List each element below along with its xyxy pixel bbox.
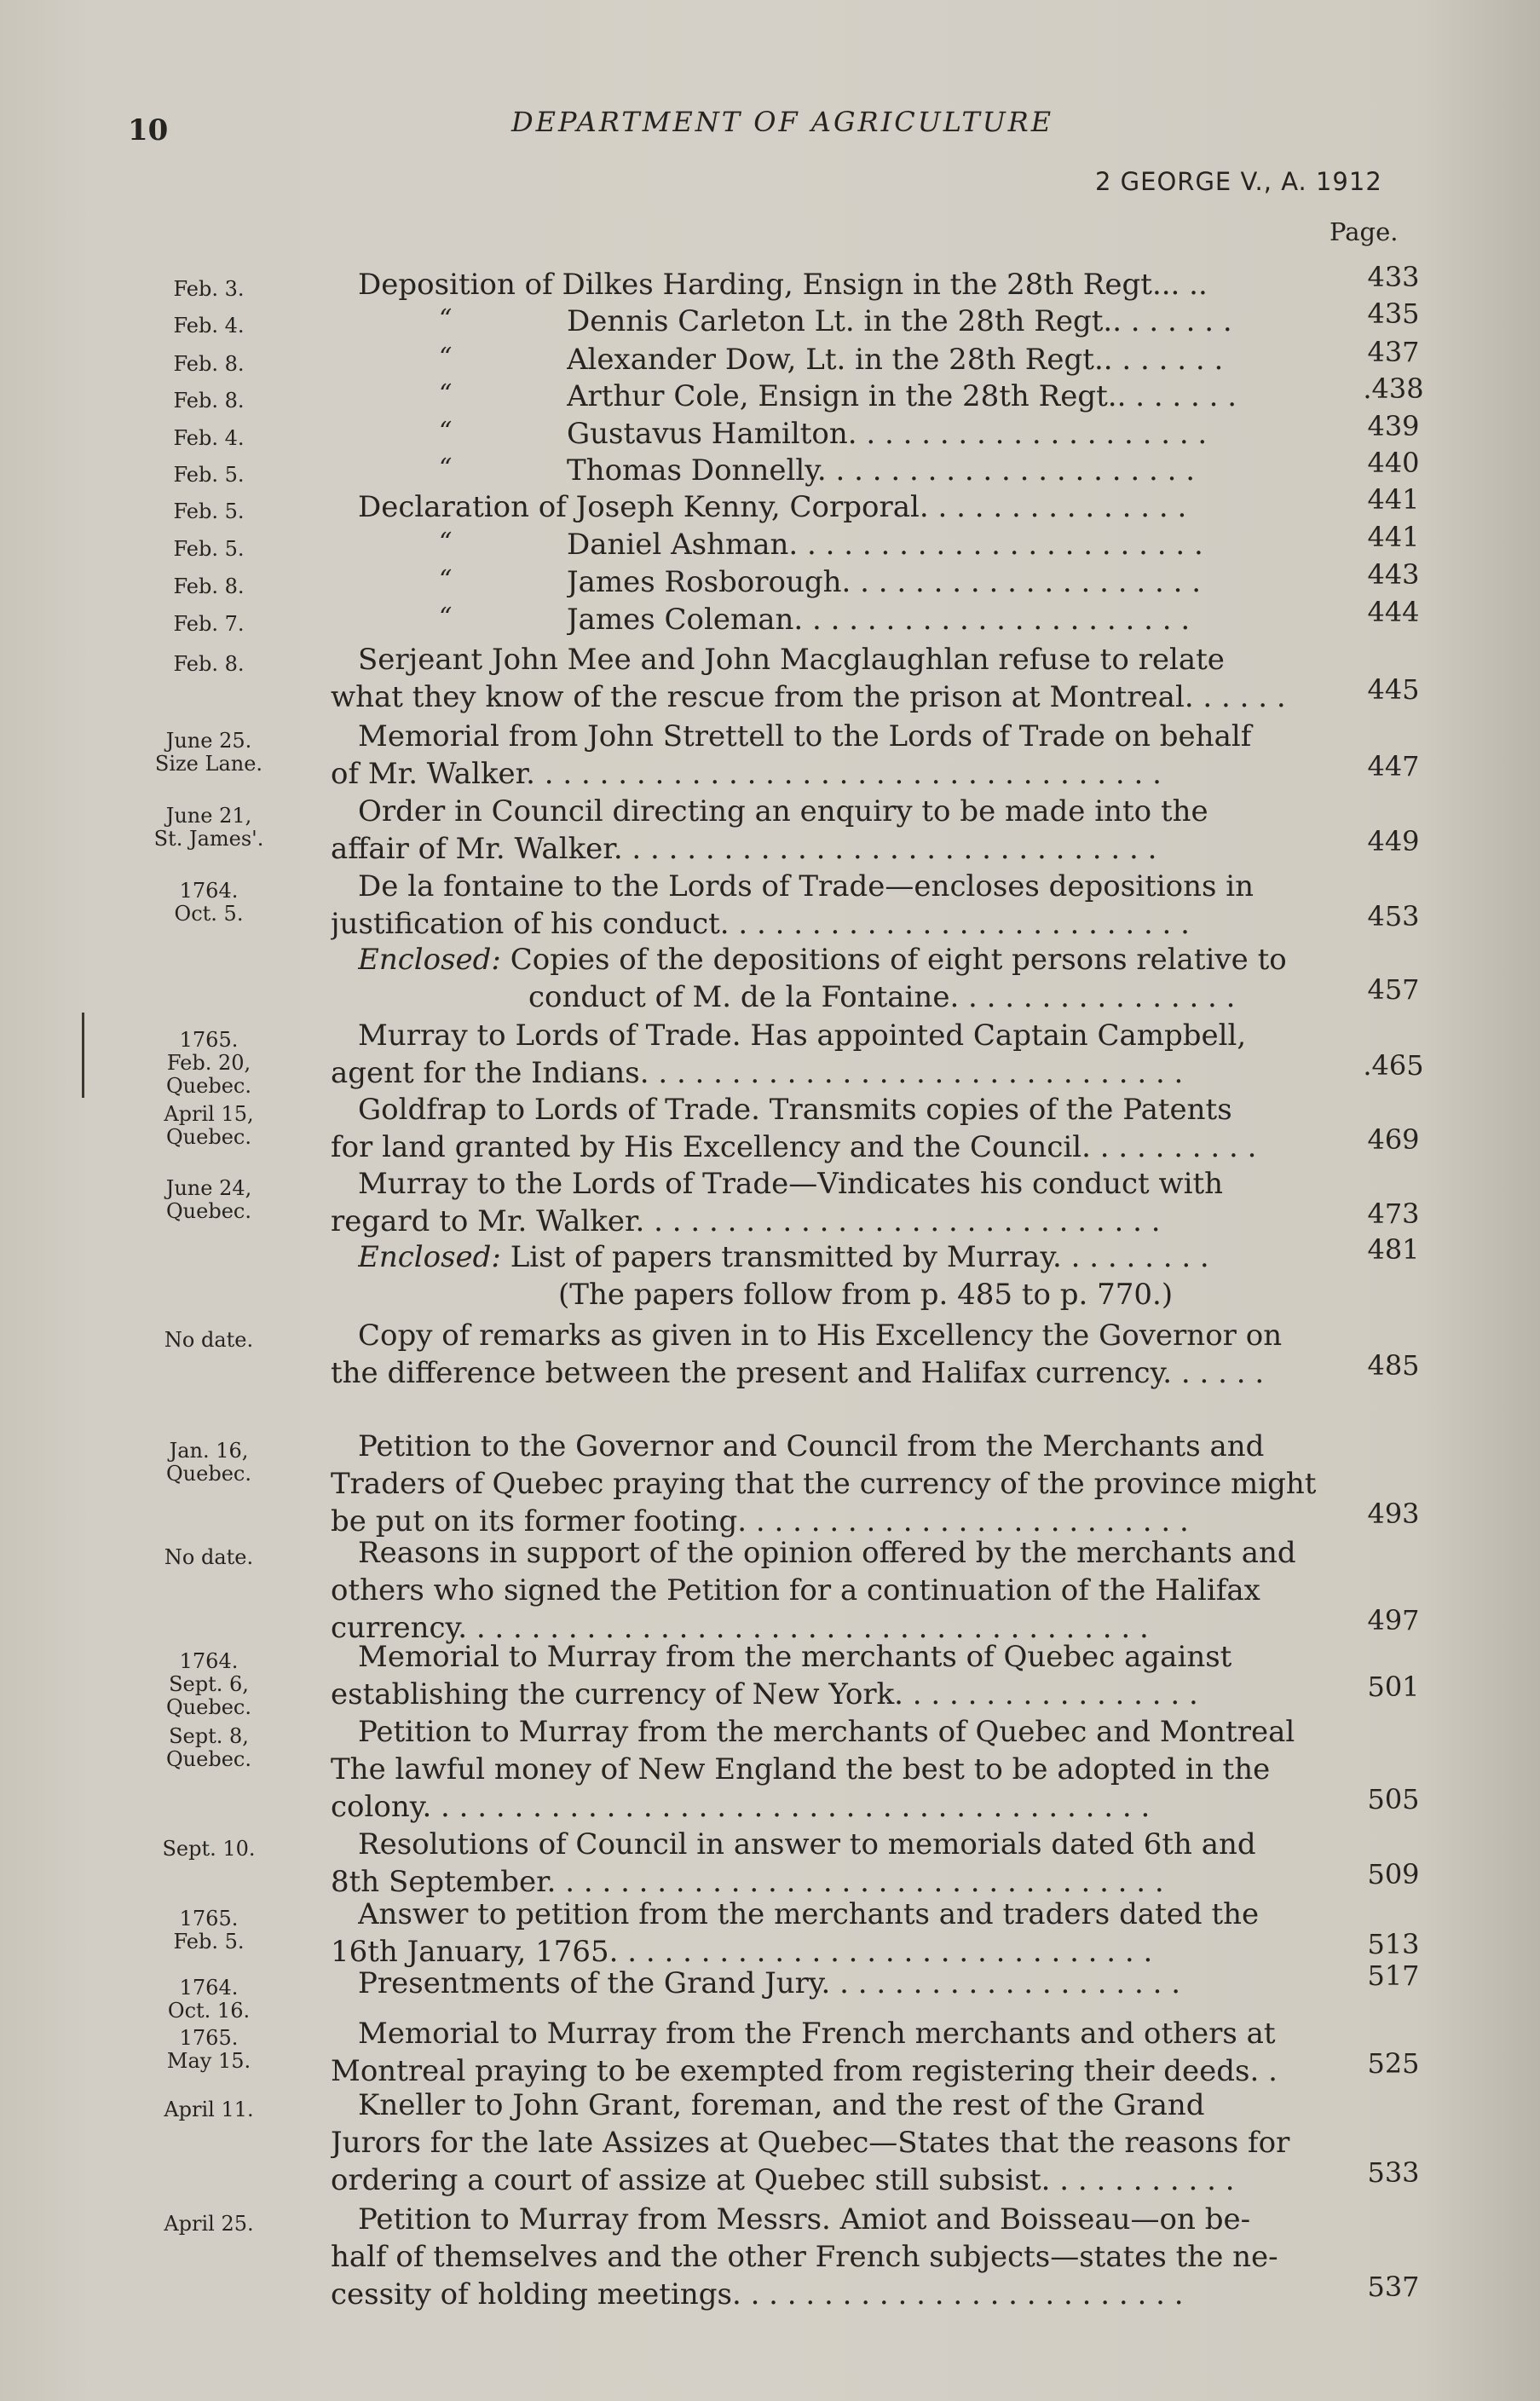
entry-page-number: 473 — [1367, 1198, 1420, 1230]
entry-date: June 21, St. James'. — [153, 804, 264, 851]
entry-text: of Mr. Walker. . . . . . . . . . . . . . . . . . . . . . . . . . . . . . . . . . . — [331, 757, 1162, 791]
entry-line — [358, 718, 1347, 755]
entry-date: Feb. 8. — [173, 652, 245, 676]
entry-date: Feb. 7. — [173, 612, 245, 636]
entry-page-number: 443 — [1367, 558, 1420, 591]
ditto-mark: “ — [439, 565, 453, 595]
entry-text: the difference between the present and Halifax currency. . . . . . — [331, 1356, 1265, 1390]
entry-line — [358, 1165, 1347, 1203]
entry-line — [331, 2238, 1319, 2276]
entry-text: Daniel Ashman. . . . . . . . . . . . . . . . . . . . . . . — [567, 528, 1203, 562]
entry-text: Thomas Donnelly. . . . . . . . . . . . . . . . . . . . . — [567, 453, 1196, 488]
entry-text: Serjeant John Mee and John Macglaughlan refuse to relate — [358, 643, 1225, 677]
entry-line — [358, 2201, 1347, 2238]
entry-text: ordering a court of assize at Quebec still subsist. . . . . . . . . . . — [331, 2163, 1235, 2197]
entry-line — [358, 1826, 1347, 1863]
entry-page-number: 437 — [1367, 336, 1420, 368]
entry-date: June 24, Quebec. — [165, 1176, 252, 1223]
entry-date: Jan. 16, Quebec. — [166, 1439, 251, 1486]
entry-page-number: 457 — [1367, 973, 1420, 1006]
entry-text: Kneller to John Grant, foreman, and the rest of the Grand — [358, 2088, 1205, 2122]
entry-page-number: 441 — [1367, 483, 1420, 516]
enclosed-label: Enclosed: — [358, 1240, 501, 1274]
entry-page-number: 509 — [1367, 1858, 1420, 1890]
entry-date: Feb. 5. — [173, 537, 245, 561]
entry-line — [331, 905, 1319, 943]
entry-date: Feb. 4. — [173, 314, 245, 338]
entry-text: establishing the currency of New York. . . . . . . . . . . . . . . . . — [331, 1677, 1198, 1711]
entry-date: 1764. Oct. 5. — [174, 879, 244, 926]
entry-text: Montreal praying to be exempted from registering their deeds. . — [331, 2054, 1278, 2088]
entry-line — [358, 2015, 1347, 2052]
entry-text: 16th January, 1765. . . . . . . . . . . . . . . . . . . . . . . . . . . . . . — [331, 1935, 1153, 1969]
entry-text: Copy of remarks as given in to His Excellency the Governor on — [358, 1319, 1283, 1353]
entry-date: Sept. 8, Quebec. — [166, 1724, 251, 1771]
running-head: DEPARTMENT OF AGRICULTURE — [511, 106, 1054, 138]
entry-line — [331, 1203, 1319, 1240]
entry-page-number: 485 — [1367, 1349, 1420, 1382]
entry-text: for land granted by His Excellency and the Council. . . . . . . . . . — [331, 1130, 1257, 1164]
entry-line — [331, 1676, 1319, 1713]
entry-line — [331, 678, 1319, 716]
entry-date: No date. — [164, 1545, 254, 1569]
entry-text: Alexander Dow, Lt. in the 28th Regt.. . . . . . . — [567, 343, 1224, 377]
entry-page-number: 525 — [1367, 2047, 1420, 2080]
entry-page-number: 497 — [1367, 1604, 1420, 1636]
entry-line — [358, 1534, 1347, 1572]
entry-line — [358, 1091, 1347, 1128]
ditto-mark: “ — [439, 417, 453, 447]
entry-text: Order in Council directing an enquiry to be made into the — [358, 794, 1208, 828]
entry-text: conduct of M. de la Fontaine. . . . . . . . . . . . . . . . — [528, 980, 1236, 1014]
entry-line — [331, 1788, 1319, 1826]
entry-text: what they know of the rescue from the prison at Montreal. . . . . . — [331, 680, 1286, 714]
entry-line — [358, 1896, 1347, 1933]
entry-line — [358, 941, 1347, 978]
entry-text: Deposition of Dilkes Harding, Ensign in the 28th Regt... .. — [358, 268, 1208, 302]
page-column-header: Page. — [1329, 217, 1399, 246]
entry-line — [358, 266, 1347, 303]
entry-page-number: 481 — [1367, 1233, 1420, 1266]
entry-text: Murray to Lords of Trade. Has appointed Captain Campbell, — [358, 1019, 1247, 1053]
entry-text: cessity of holding meetings. . . . . . . . . . . . . . . . . . . . . . . . . — [331, 2277, 1184, 2312]
entry-page-number: 439 — [1367, 410, 1420, 442]
entry-date: 1765. Feb. 5. — [173, 1907, 245, 1954]
entry-text: Presentments of the Grand Jury. . . . . . . . . . . . . . . . . . . . — [358, 1966, 1181, 2000]
entry-text: List of papers transmitted by Murray. . . . . . . . . — [510, 1240, 1209, 1274]
entry-line — [331, 2161, 1319, 2199]
entry-text: James Rosborough. . . . . . . . . . . . . . . . . . . . — [567, 565, 1202, 599]
entry-date: 1765. May 15. — [166, 2026, 251, 2073]
entry-page-number: 537 — [1367, 2271, 1420, 2303]
entry-text: Gustavus Hamilton. . . . . . . . . . . . . . . . . . . . — [567, 417, 1208, 451]
entry-text: Arthur Cole, Ensign in the 28th Regt.. . . . . . . — [567, 379, 1237, 413]
entry-text: Resolutions of Council in answer to memorials dated 6th and — [358, 1827, 1256, 1861]
entry-line — [331, 1354, 1319, 1392]
entry-line — [358, 1317, 1347, 1354]
entry-page-number: 493 — [1367, 1498, 1420, 1530]
entry-text: Petition to Murray from Messrs. Amiot and Boisseau—on be- — [358, 2202, 1251, 2237]
ditto-mark: “ — [439, 528, 453, 557]
entry-line — [331, 1751, 1319, 1788]
entry-line — [358, 488, 1347, 526]
entry-text: Declaration of Joseph Kenny, Corporal. . . . . . . . . . . . . . . — [358, 490, 1187, 524]
entry-date: Feb. 4. — [173, 426, 245, 450]
entry-text: affair of Mr. Walker. . . . . . . . . . . . . . . . . . . . . . . . . . . . . . — [331, 832, 1157, 866]
entry-line — [331, 2052, 1319, 2090]
entry-page-number: 445 — [1367, 673, 1420, 706]
entry-page-number: 469 — [1367, 1123, 1420, 1156]
entry-line — [331, 830, 1319, 868]
entry-text: others who signed the Petition for a continuation of the Halifax — [331, 1573, 1260, 1607]
entry-date: April 15, Quebec. — [164, 1102, 254, 1149]
entry-page-number: 440 — [1367, 447, 1420, 479]
entry-date: Feb. 3. — [173, 277, 245, 301]
entry-text: James Coleman. . . . . . . . . . . . . . . . . . . . . . — [567, 603, 1191, 637]
entry-date: Feb. 5. — [173, 499, 245, 523]
entry-line — [331, 755, 1319, 793]
entry-text: Dennis Carleton Lt. in the 28th Regt.. . . . . . . — [567, 304, 1232, 338]
entry-page-number: 501 — [1367, 1671, 1420, 1703]
entry-date: Feb. 8. — [173, 574, 245, 598]
entry-date: Feb. 8. — [173, 352, 245, 376]
entry-line — [358, 1017, 1347, 1054]
entry-page-number: 453 — [1367, 900, 1420, 932]
entry-line — [331, 2276, 1319, 2313]
entry-text: Traders of Quebec praying that the currency of the province might — [331, 1467, 1317, 1501]
entry-line — [358, 2086, 1347, 2124]
entry-date: No date. — [164, 1328, 254, 1352]
entry-text: Petition to Murray from the merchants of Quebec and Montreal — [358, 1715, 1295, 1749]
entry-text: agent for the Indians. . . . . . . . . . . . . . . . . . . . . . . . . . . . . . — [331, 1056, 1184, 1090]
entry-text: The lawful money of New England the best to be adopted in the — [331, 1752, 1271, 1786]
entry-line — [358, 868, 1347, 905]
entry-page-number: 449 — [1367, 825, 1420, 857]
entry-line — [331, 1054, 1319, 1092]
entry-date: June 25. Size Lane. — [154, 729, 263, 776]
entry-page-number: 435 — [1367, 297, 1420, 330]
entry-line — [358, 1428, 1347, 1465]
ditto-mark: “ — [439, 603, 453, 632]
entry-line — [358, 641, 1347, 678]
entry-text: currency. . . . . . . . . . . . . . . . . . . . . . . . . . . . . . . . . . . . . . — [331, 1611, 1149, 1645]
entry-text: colony. . . . . . . . . . . . . . . . . . . . . . . . . . . . . . . . . . . . . . . . — [331, 1790, 1151, 1824]
entry-line — [358, 1638, 1347, 1676]
entry-date: Sept. 10. — [162, 1837, 256, 1861]
page-number: 10 — [128, 113, 169, 147]
entry-page-number: 533 — [1367, 2156, 1420, 2189]
entry-date: Feb. 5. — [173, 463, 245, 487]
entry-line — [358, 1965, 1347, 2002]
entry-text: Murray to the Lords of Trade—Vindicates his conduct with — [358, 1167, 1224, 1201]
entry-date: April 11. — [164, 2098, 254, 2121]
entry-page-number: 441 — [1367, 521, 1420, 553]
entry-text: Answer to petition from the merchants and traders dated the — [358, 1897, 1260, 1931]
entry-text: justification of his conduct. . . . . . . . . . . . . . . . . . . . . . . . . . — [331, 907, 1190, 941]
margin-mark — [82, 1013, 84, 1098]
ditto-mark: “ — [439, 379, 453, 409]
entry-page-number: .438 — [1363, 372, 1424, 405]
entry-text: Memorial to Murray from the French merchants and others at — [358, 2017, 1276, 2051]
entry-line — [331, 1572, 1319, 1609]
entry-text: half of themselves and the other French subjects—states the ne- — [331, 2240, 1278, 2274]
entry-page-number: 433 — [1367, 261, 1420, 293]
entry-page-number: 505 — [1367, 1783, 1420, 1815]
entry-text: Petition to the Governor and Council from the Merchants and — [358, 1429, 1265, 1463]
enclosed-label: Enclosed: — [358, 943, 501, 977]
entry-date: 1764. Oct. 16. — [167, 1976, 251, 2023]
entry-text: Copies of the depositions of eight persons relative to — [510, 943, 1287, 977]
entry-text: Memorial from John Strettell to the Lords of Trade on behalf — [358, 719, 1252, 753]
entry-text: Jurors for the late Assizes at Quebec—States that the reasons for — [331, 2126, 1290, 2160]
entry-text: De la fontaine to the Lords of Trade—encloses depositions in — [358, 869, 1254, 903]
ditto-mark: “ — [439, 453, 453, 483]
entry-text: Memorial to Murray from the merchants of Quebec against — [358, 1640, 1232, 1674]
entry-text: Goldfrap to Lords of Trade. Transmits copies of the Patents — [358, 1093, 1232, 1127]
entry-page-number: 517 — [1367, 1959, 1420, 1992]
entry-text: Reasons in support of the opinion offered by the merchants and — [358, 1536, 1296, 1570]
entry-line — [358, 1713, 1347, 1751]
entry-text: (The papers follow from p. 485 to p. 770.) — [558, 1278, 1174, 1312]
entry-line — [358, 793, 1347, 830]
entry-line — [358, 1238, 1347, 1276]
entry-date: April 25. — [164, 2212, 254, 2236]
entry-page-number: 447 — [1367, 750, 1420, 782]
entry-date: Feb. 8. — [173, 389, 245, 413]
entry-page-number: 444 — [1367, 596, 1420, 628]
entry-line — [558, 1276, 1540, 1313]
entry-date: 1764. Sept. 6, Quebec. — [166, 1649, 251, 1719]
entry-line — [331, 1465, 1319, 1503]
entry-page-number: .465 — [1363, 1049, 1424, 1082]
entry-text: 8th September. . . . . . . . . . . . . . . . . . . . . . . . . . . . . . . . . . — [331, 1865, 1164, 1899]
ditto-mark: “ — [439, 304, 453, 334]
entry-line — [331, 2124, 1319, 2161]
entry-text: be put on its former footing. . . . . . . . . . . . . . . . . . . . . . . . . — [331, 1504, 1189, 1538]
entry-date: 1765. Feb. 20, Quebec. — [166, 1028, 251, 1098]
session-reference: 2 GEORGE V., A. 1912 — [1095, 167, 1382, 196]
ditto-mark: “ — [439, 343, 453, 372]
entry-text: regard to Mr. Walker. . . . . . . . . . . . . . . . . . . . . . . . . . . . . — [331, 1204, 1161, 1238]
entry-line — [331, 1128, 1319, 1166]
entry-page-number: 513 — [1367, 1928, 1420, 1960]
